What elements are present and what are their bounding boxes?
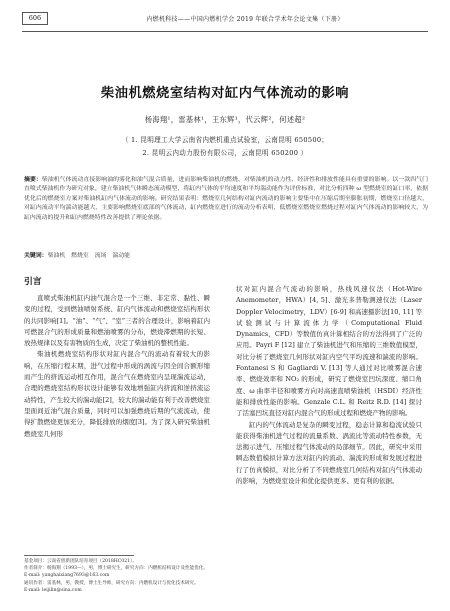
affiliation-line-2: 2. 昆明云内动力股份有限公司，云南昆明 650200 ） xyxy=(142,149,308,157)
keywords-text: 柴油机 燃烧室 流场 湍动能 xyxy=(47,253,131,259)
keywords xyxy=(24,250,428,259)
abstract xyxy=(24,176,428,223)
footnotes xyxy=(24,558,214,594)
footnote-author-email: E-mail: yanghaixiang7693@163.com xyxy=(24,573,110,579)
body-paragraph: 直喷式柴油机缸内油气混合是一个三维、非定常、黏性、瞬变的过程，受到燃油喷射系统、缸内气体流动和燃烧室结构形状的共同影响[1]。“油”、“气”、“室”三者的合理设计，影响着缸内可燃混合气的形成质量和燃油喷雾的分布，燃烧滞燃期的长短、放热规律以及有害物质的生成，决定了柴油机的整机性能。 xyxy=(24,294,210,348)
footnote-corresponding-author: 通讯作者：雷基林，男，教授，博士生导师，研究方向：内燃机设计与优化技术研究。 xyxy=(24,580,199,586)
abstract-label: 摘要： xyxy=(24,177,42,183)
abstract-text: 柴油机气体流动直接影响油的雾化和油气混合质量，进而影响柴油机的燃烧、对柴油机的动力性、经济性和排放性能具有重要的影响。以一款四气门直喷式柴油机作为研究对象，建立柴油机气体瞬态流动模型，将缸内气体的平均速度和平均湍动能作为评价标准，对比分析四种 ω 型燃烧室的缸口率，依据优化后的燃烧室方案对柴油机缸内气体流动的影响。研究结果表明：燃烧室几何结构对缸内流动的影响主要集中在压缩后期至膨胀初期，燃烧室口径越大，对缸内流动平均湍动能越大，主要影响燃烧室底部的气体流动，缸内燃烧室进行的流动分析表明，低燃烧室燃烧室燃烧过程对缸内气体流动的影响较大，为缸内流动的提升和缸内燃烧特性改善提供了理论依据。 xyxy=(24,177,429,221)
section-heading-introduction: 引言 xyxy=(24,277,42,287)
paper-title: 柴油机燃烧室结构对缸内气体流动的影响 xyxy=(100,86,350,101)
body-paragraph: 状对缸内混合气流动的影响，热线风速仪法（Hot-Wire Anemometer，HWA）[4, 5]、激光多普勒测速仪法（Laser Doppler Velocimetry，LDV）[6-9] 和高速摄影法[10, 11] 等试验测试与计算流体力学（Computational Fluid Dynamics，CFD）等数值仿真计算相结合的方法得到了广泛的应用。Payri F [12] 建立了柴油机进气和压缩的三维数值模型，对比分析了燃烧室几何形状对缸内空气平均流速和湍流的影响。Fontanesi S 和 Gagliardi V. [13] 等人通过对比喷雾混合速率、燃烧效率和 NO₂ 的形成，研究了燃烧室凹坑深度、缩口角度、ω 曲率半径和喷雾方向对高速直喷柴油机（HSDI）经济性能和排放性能的影响。Genzale C.L. 和 Reitz R.D. [14] 探讨了活塞凹坑直径对缸内混合气的形成过程和燃烧产物的影响。 xyxy=(236,285,422,418)
affiliation-line-1: （ 1. 昆明理工大学云南省内燃机重点试验室，云南昆明 650500； xyxy=(121,136,329,144)
page-header xyxy=(22,8,428,32)
running-title: 内燃机科技——中国内燃机学会 2019 年联合学术年会论文集（下册） xyxy=(146,16,344,23)
body-column-left xyxy=(24,293,210,440)
footnote-author-bio: 作者简介：杨海翔（1993—），男，博士研究生，研究方向：内燃机结构设计及性能优化。 xyxy=(24,566,208,572)
author-list: 杨海翔¹，雷基林¹，王东辉¹，代云辉²，何述超² xyxy=(144,115,306,124)
keywords-label: 关键词： xyxy=(24,253,48,259)
body-paragraph: 柴油机燃烧室结构形状对缸内混合气的流动有着较大的影响，在压缩行程末期，进气过程中形成的涡流与因全间合额形缩而产生的挤流运动相互作用，混合气在燃烧室内呈现湍流运动，合理的燃烧室结构形状设计能够有效地增强缸内挤流和逆挤流运动特性，产生较大的湍动能[2]，较大的湍动能有利于改善燃烧室里面间近油气混合质量，同时可以加强燃烧后期的气流流动，使得扩散燃烧更加充分，降低排放的烟度[3]。为了深入研究柴油机燃烧室几何形 xyxy=(24,350,210,438)
body-paragraph: 缸内的气体流动是复杂的瞬变过程，稳态计算和稳流试验只能获得柴油机进气过程的流量系数、涡流比等流动特性参数，无法揭示进气、压缩过程气体流动的局部细节。因此，研究中采用瞬态数值模拟计算方法对缸内的流动、湍流的形成和发展过程进行了仿真模拟，对比分析了不同燃烧室几何结构对缸内气体流动的影响，为燃烧室设计和优化提供更多、更有利的依据。 xyxy=(236,420,422,486)
page-number: 606 xyxy=(22,12,48,25)
footnote-corresponding-email: E-mail: leijilin@sina.com xyxy=(24,587,82,593)
body-column-right xyxy=(236,284,422,487)
footnote-divider xyxy=(24,555,134,556)
footnote-funding: 基金项目：云南省创新团队培育项目（2018HC021）。 xyxy=(24,559,137,564)
